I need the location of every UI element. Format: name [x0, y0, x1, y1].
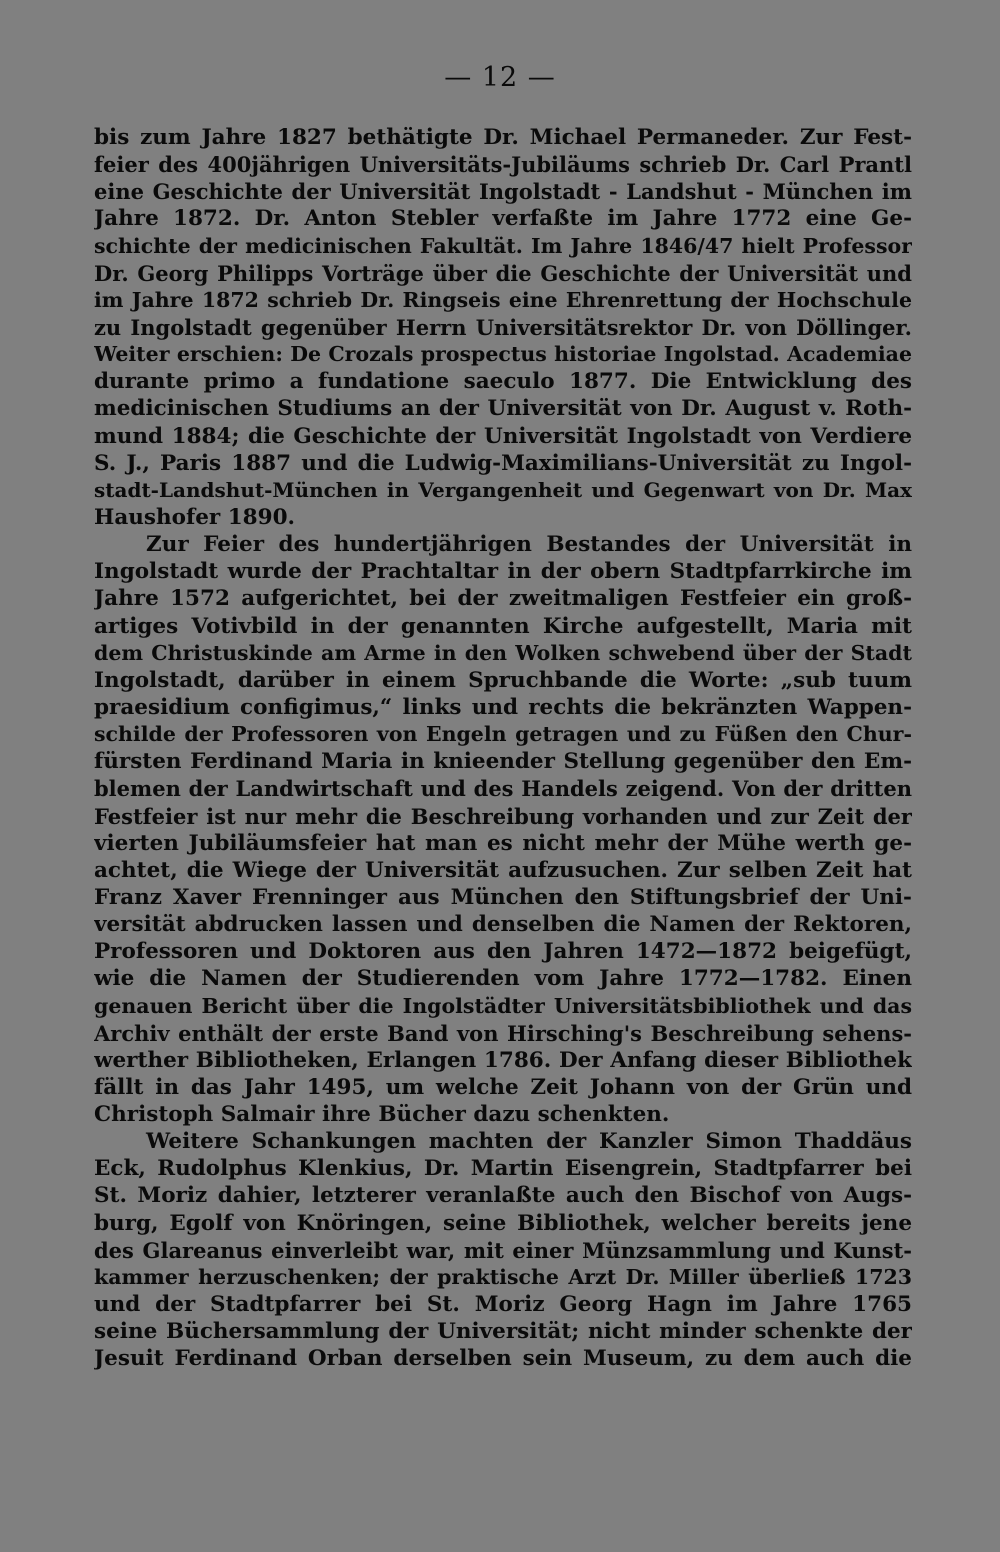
text-line: genauen Bericht über die Ingolstädter Universitätsbibliothek und das: [94, 993, 912, 1018]
body-text: [94, 124, 912, 1372]
text-line: seine Büchersammlung der Universität; nicht minder schenkte der: [94, 1319, 912, 1345]
text-line: achtet, die Wiege der Universität aufzusuchen. Zur selben Zeit hat: [94, 857, 912, 883]
text-line: Dr. Georg Philipps Vorträge über die Geschichte der Universität und: [94, 260, 912, 286]
text-line: werther Bibliotheken, Erlangen 1786. Der Anfang dieser Bibliothek: [94, 1047, 912, 1073]
text-line: Weiter erschien: De Crozals prospectus historiae Ingolstad. Academiae: [94, 342, 912, 367]
text-line: Festfeier ist nur mehr die Beschreibung vorhanden und zur Zeit der: [94, 803, 912, 829]
text-line: Franz Xaver Frenninger aus München den Stiftungsbrief der Uni-: [94, 884, 912, 910]
text-line: Jesuit Ferdinand Orban derselben sein Museum, zu dem auch die: [94, 1346, 912, 1372]
text-line: burg, Egolf von Knöringen, seine Bibliothek, welcher bereits jene: [94, 1210, 912, 1236]
text-line: fällt in das Jahr 1495, um welche Zeit Johann von der Grün und: [94, 1074, 912, 1100]
text-line: versität abdrucken lassen und denselben die Namen der Rektoren,: [94, 912, 912, 938]
text-line: blemen der Landwirtschaft und des Handels zeigend. Von der dritten: [94, 776, 912, 802]
text-line: Ingolstadt, darüber in einem Spruchbande die Worte: „sub tuum: [94, 667, 912, 693]
text-line: Eck, Rudolphus Klenkius, Dr. Martin Eisengrein, Stadtpfarrer bei: [94, 1156, 912, 1182]
text-line: Jahre 1872. Dr. Anton Stebler verfaßte im Jahre 1772 eine Ge-: [94, 206, 912, 232]
text-line: stadt-Landshut-München in Vergangenheit und Gegenwart von Dr. Max: [94, 477, 912, 502]
text-line: durante primo a fundatione saeculo 1877. Die Entwicklung des: [94, 369, 912, 395]
text-line: Christoph Salmair ihre Bücher dazu schenkten.: [94, 1102, 670, 1128]
text-line: S. J., Paris 1887 und die Ludwig-Maximilians-Universität zu Ingol-: [94, 450, 912, 476]
text-line: vierten Jubiläumsfeier hat man es nicht mehr der Mühe werth ge-: [94, 830, 912, 856]
page-number: — 12 —: [444, 62, 556, 93]
text-line: mund 1884; die Geschichte der Universität Ingolstadt von Verdiere: [94, 423, 912, 449]
text-line: und der Stadtpfarrer bei St. Moriz Georg Hagn im Jahre 1765: [94, 1292, 912, 1318]
text-line: feier des 400jährigen Universitäts-Jubiläums schrieb Dr. Carl Prantl: [94, 152, 912, 178]
text-line: schilde der Professoren von Engeln getragen und zu Füßen den Chur-: [94, 722, 912, 747]
text-line: Zur Feier des hundertjährigen Bestandes der Universität in: [146, 532, 912, 558]
text-line: Jahre 1572 aufgerichtet, bei der zweitmaligen Festfeier ein groß-: [94, 586, 912, 612]
text-line: praesidium configimus,“ links und rechts die bekränzten Wappen-: [94, 694, 912, 720]
text-line: eine Geschichte der Universität Ingolstadt - Landshut - München im: [94, 179, 912, 205]
text-line: zu Ingolstadt gegenüber Herrn Universitätsrektor Dr. von Döllinger.: [94, 314, 912, 340]
text-line: Weitere Schankungen machten der Kanzler Simon Thaddäus: [146, 1129, 912, 1155]
text-line: im Jahre 1872 schrieb Dr. Ringseis eine Ehrenrettung der Hochschule: [94, 287, 912, 312]
text-line: schichte der medicinischen Fakultät. Im Jahre 1846/47 hielt Professor: [94, 233, 912, 258]
text-line: artiges Votivbild in der genannten Kirche aufgestellt, Maria mit: [94, 613, 912, 639]
text-line: wie die Namen der Studierenden vom Jahre 1772—1782. Einen: [94, 966, 912, 992]
text-line: Haushofer 1890.: [94, 504, 296, 530]
text-line: Professoren und Doktoren aus den Jahren 1472—1872 beigefügt,: [94, 939, 912, 965]
text-line: Archiv enthält der erste Band von Hirsching's Beschreibung sehens-: [94, 1020, 912, 1046]
text-line: fürsten Ferdinand Maria in knieender Stellung gegenüber den Em-: [94, 749, 912, 775]
text-line: kammer herzuschenken; der praktische Arzt Dr. Miller überließ 1723: [94, 1264, 912, 1289]
text-line: St. Moriz dahier, letzterer veranlaßte auch den Bischof von Augs-: [94, 1183, 912, 1209]
text-line: dem Christuskinde am Arme in den Wolken schwebend über der Stadt: [94, 640, 912, 665]
text-line: des Glareanus einverleibt war, mit einer Münzsammlung und Kunst-: [94, 1237, 912, 1263]
text-line: medicinischen Studiums an der Universität von Dr. August v. Roth-: [94, 396, 912, 422]
text-line: Ingolstadt wurde der Prachtaltar in der obern Stadtpfarrkirche im: [94, 559, 912, 585]
text-line: bis zum Jahre 1827 bethätigte Dr. Michael Permaneder. Zur Fest-: [94, 125, 912, 150]
